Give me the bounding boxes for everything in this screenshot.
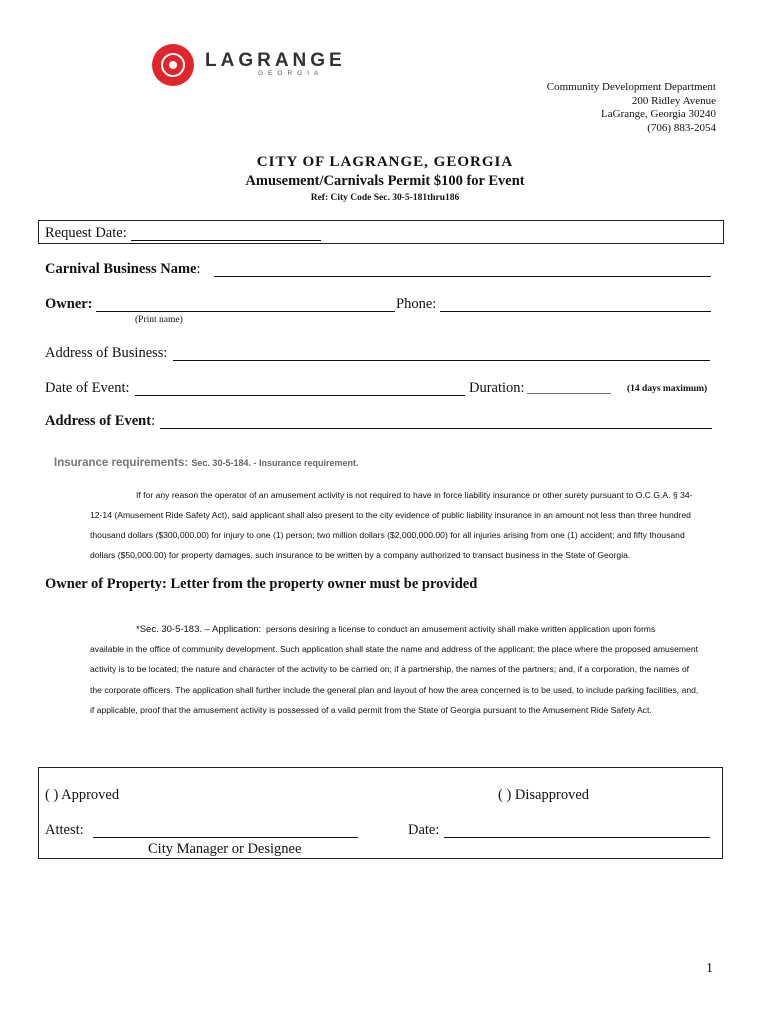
approval-date-label: Date: bbox=[408, 822, 440, 838]
department-address bbox=[547, 81, 716, 135]
permit-title: Amusement/Carnivals Permit $100 for Event bbox=[245, 173, 525, 189]
business-name-label: Carnival Business Name: bbox=[45, 261, 201, 277]
event-address-label: Address of Event: bbox=[45, 413, 156, 429]
city-manager-caption: City Manager or Designee bbox=[148, 841, 302, 857]
insurance-paragraph-line1: If for any reason the operator of an amusement activity is not required to have in force liability insurance or other surety pursuant to O.C.G.A. § 34- bbox=[136, 490, 693, 500]
application-paragraph-line4: the corporate officers. The application shall further include the general plan and layout of how the area concerned is to be used, to include parking facilities, and, bbox=[90, 685, 699, 695]
logo-subtitle: GEORGIA bbox=[258, 70, 324, 77]
print-name-hint: (Print name) bbox=[135, 315, 183, 325]
code-reference: Ref: City Code Sec. 30-5-181thru186 bbox=[310, 193, 460, 203]
city-seal-logo bbox=[152, 44, 194, 86]
logo-wordmark: LAGRANGE bbox=[205, 50, 346, 71]
insurance-paragraph-line2: 12-14 (Amusement Ride Safety Act), said applicant shall also present to the city evidence of public liability insurance in an amount not less than three hundred bbox=[90, 510, 691, 520]
insurance-heading: Insurance requirements: Sec. 30-5-184. - Insurance requirement. bbox=[54, 457, 359, 469]
insurance-section-ref: Sec. 30-5-184. - Insurance requirement. bbox=[191, 458, 359, 468]
approval-box bbox=[38, 767, 723, 859]
application-paragraph-line2: available in the office of community development. Such application shall state the name and address of the applicant; the place where the proposed amusement bbox=[90, 644, 698, 654]
application-section-ref: *Sec. 30-5-183. – Application: bbox=[136, 624, 262, 635]
street-address: 200 Ridley Avenue bbox=[631, 94, 716, 107]
department-phone: (706) 883-2054 bbox=[647, 121, 716, 134]
approved-checkbox[interactable]: ( ) Approved bbox=[45, 787, 120, 803]
duration-max-note: (14 days maximum) bbox=[627, 384, 708, 394]
event-date-label: Date of Event: bbox=[45, 380, 130, 396]
business-address-field[interactable] bbox=[173, 348, 710, 361]
insurance-paragraph-line3: thousand dollars ($300,000.00) for injury to one (1) person; two million dollars ($2,000,000.00) for all injuries arising from one (1) accident; and fifty thousand bbox=[90, 530, 685, 540]
business-address-label: Address of Business: bbox=[45, 345, 168, 361]
department-name: Community Development Department bbox=[546, 81, 716, 93]
application-paragraph-line1: *Sec. 30-5-183. – Application: persons desiring a license to conduct an amusement activity shall make written application upon forms bbox=[136, 624, 656, 635]
request-date-field[interactable] bbox=[131, 228, 321, 241]
business-name-field[interactable] bbox=[214, 264, 711, 277]
duration-label: Duration: bbox=[469, 380, 525, 396]
document-title: CITY OF LAGRANGE, GEORGIA bbox=[256, 154, 514, 170]
event-date-field[interactable] bbox=[135, 383, 465, 396]
request-date-label: Request Date: bbox=[45, 225, 127, 241]
phone-label: Phone: bbox=[396, 296, 437, 312]
owner-label: Owner: bbox=[45, 296, 93, 312]
page-number: 1 bbox=[706, 961, 713, 976]
property-owner-heading: Owner of Property: Letter from the property owner must be provided bbox=[45, 576, 478, 592]
duration-field[interactable]: ______________ bbox=[527, 381, 611, 395]
disapproved-checkbox[interactable]: ( ) Disapproved bbox=[498, 787, 590, 803]
attest-field[interactable] bbox=[93, 825, 358, 838]
insurance-paragraph-line4: dollars ($50,000.00) for property damages, such insurance to be written by a company authorized to transact business in the State of Georgia. bbox=[90, 550, 631, 560]
application-paragraph-line3: activity is to be located; the nature and character of the activity to be carried on; if a partnership, the names of the partners; and, if a corporation, the names of bbox=[90, 664, 690, 674]
event-address-field[interactable] bbox=[160, 416, 712, 429]
approval-date-field[interactable] bbox=[444, 825, 710, 838]
phone-field[interactable] bbox=[440, 299, 711, 312]
city-state-zip: LaGrange, Georgia 30240 bbox=[601, 108, 716, 120]
application-paragraph-line5: if applicable, proof that the amusement activity is possessed of a valid permit from the State of Georgia pursuant to the Amusement Ride Safety Act. bbox=[90, 705, 652, 715]
attest-label: Attest: bbox=[45, 822, 84, 838]
owner-field[interactable] bbox=[96, 299, 395, 312]
